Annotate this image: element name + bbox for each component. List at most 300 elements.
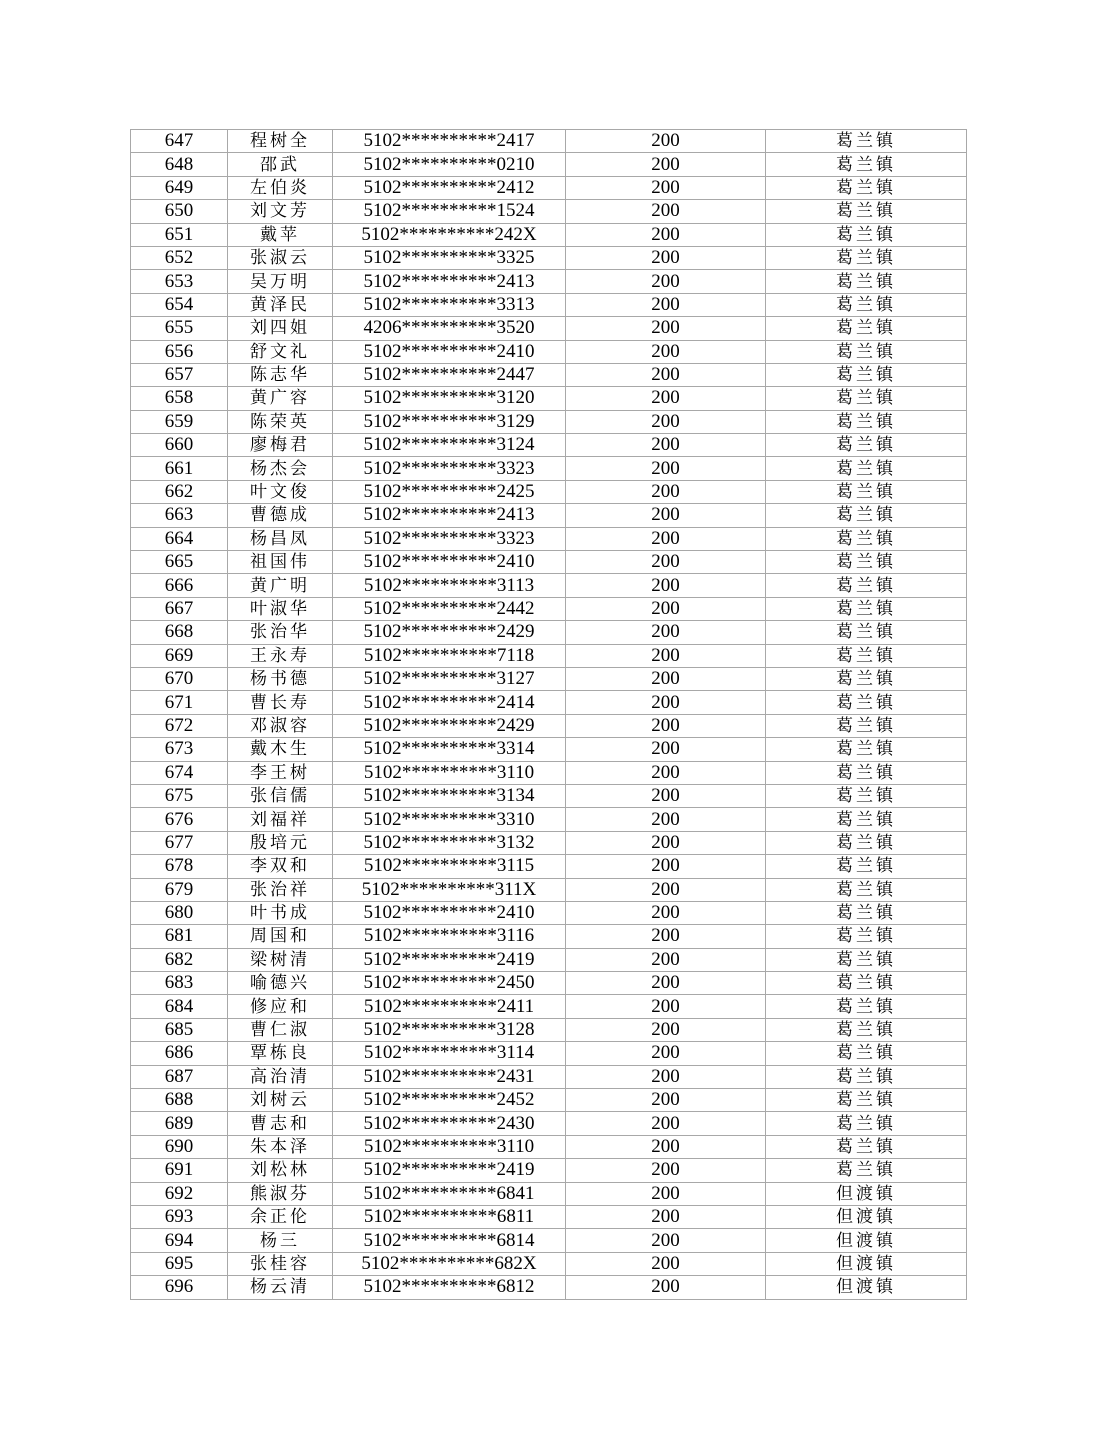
town-cell: 葛兰镇: [766, 808, 967, 831]
row-number-cell: 677: [131, 831, 228, 854]
amount-cell: 200: [566, 714, 766, 737]
town-cell: 但渡镇: [766, 1182, 967, 1205]
id-number-cell: 5102**********2452: [333, 1089, 566, 1112]
row-number-cell: 653: [131, 270, 228, 293]
id-number-cell: 5102**********2430: [333, 1112, 566, 1135]
table-row: [131, 901, 967, 924]
town-cell: 葛兰镇: [766, 270, 967, 293]
town-cell: 葛兰镇: [766, 621, 967, 644]
row-number-cell: 650: [131, 200, 228, 223]
table-row: [131, 153, 967, 176]
table-row: [131, 714, 967, 737]
table-row: [131, 480, 967, 503]
table-row: [131, 1042, 967, 1065]
amount-cell: 200: [566, 434, 766, 457]
town-cell: 葛兰镇: [766, 551, 967, 574]
table-row: [131, 1135, 967, 1158]
row-number-cell: 680: [131, 901, 228, 924]
amount-cell: 200: [566, 387, 766, 410]
town-cell: 但渡镇: [766, 1276, 967, 1299]
town-cell: 葛兰镇: [766, 317, 967, 340]
amount-cell: 200: [566, 948, 766, 971]
amount-cell: 200: [566, 831, 766, 854]
id-number-cell: 5102**********2425: [333, 480, 566, 503]
town-cell: 但渡镇: [766, 1205, 967, 1228]
town-cell: 葛兰镇: [766, 972, 967, 995]
town-cell: 葛兰镇: [766, 434, 967, 457]
table-row: [131, 1205, 967, 1228]
amount-cell: 200: [566, 1042, 766, 1065]
amount-cell: 200: [566, 972, 766, 995]
amount-cell: 200: [566, 1135, 766, 1158]
town-cell: 葛兰镇: [766, 1018, 967, 1041]
town-cell: 葛兰镇: [766, 527, 967, 550]
id-number-cell: 5102**********6814: [333, 1229, 566, 1252]
name-cell: 刘文芳: [228, 200, 333, 223]
name-cell: 黄广容: [228, 387, 333, 410]
town-cell: 葛兰镇: [766, 738, 967, 761]
town-cell: 葛兰镇: [766, 667, 967, 690]
table-row: [131, 597, 967, 620]
town-cell: 葛兰镇: [766, 200, 967, 223]
id-number-cell: 5102**********3325: [333, 246, 566, 269]
name-cell: 喻德兴: [228, 972, 333, 995]
amount-cell: 200: [566, 340, 766, 363]
id-number-cell: 5102**********3127: [333, 667, 566, 690]
id-number-cell: 5102**********6811: [333, 1205, 566, 1228]
town-cell: 葛兰镇: [766, 855, 967, 878]
amount-cell: 200: [566, 504, 766, 527]
table-row: [131, 574, 967, 597]
table-row: [131, 200, 967, 223]
row-number-cell: 678: [131, 855, 228, 878]
table-row: [131, 878, 967, 901]
table-row: [131, 363, 967, 386]
row-number-cell: 696: [131, 1276, 228, 1299]
table-row: [131, 340, 967, 363]
row-number-cell: 659: [131, 410, 228, 433]
town-cell: 但渡镇: [766, 1229, 967, 1252]
name-cell: 戴木生: [228, 738, 333, 761]
name-cell: 周国和: [228, 925, 333, 948]
town-cell: 葛兰镇: [766, 714, 967, 737]
town-cell: 葛兰镇: [766, 597, 967, 620]
town-cell: 葛兰镇: [766, 995, 967, 1018]
amount-cell: 200: [566, 130, 766, 153]
table-row: [131, 130, 967, 153]
table-row: [131, 434, 967, 457]
amount-cell: 200: [566, 223, 766, 246]
id-number-cell: 5102**********3128: [333, 1018, 566, 1041]
table-row: [131, 1112, 967, 1135]
name-cell: 杨昌凤: [228, 527, 333, 550]
name-cell: 叶文俊: [228, 480, 333, 503]
town-cell: 葛兰镇: [766, 480, 967, 503]
table-row: [131, 925, 967, 948]
amount-cell: 200: [566, 200, 766, 223]
row-number-cell: 682: [131, 948, 228, 971]
amount-cell: 200: [566, 855, 766, 878]
id-number-cell: 5102**********311X: [333, 878, 566, 901]
id-number-cell: 5102**********2417: [333, 130, 566, 153]
table-row: [131, 972, 967, 995]
town-cell: 葛兰镇: [766, 176, 967, 199]
amount-cell: 200: [566, 738, 766, 761]
name-cell: 张淑云: [228, 246, 333, 269]
amount-cell: 200: [566, 878, 766, 901]
name-cell: 邵武: [228, 153, 333, 176]
id-number-cell: 5102**********3134: [333, 784, 566, 807]
table-row: [131, 738, 967, 761]
town-cell: 葛兰镇: [766, 410, 967, 433]
amount-cell: 200: [566, 363, 766, 386]
name-cell: 殷培元: [228, 831, 333, 854]
town-cell: 葛兰镇: [766, 340, 967, 363]
row-number-cell: 676: [131, 808, 228, 831]
row-number-cell: 671: [131, 691, 228, 714]
amount-cell: 200: [566, 293, 766, 316]
row-number-cell: 692: [131, 1182, 228, 1205]
amount-cell: 200: [566, 1252, 766, 1275]
town-cell: 葛兰镇: [766, 574, 967, 597]
amount-cell: 200: [566, 644, 766, 667]
table-row: [131, 1276, 967, 1299]
name-cell: 刘松林: [228, 1159, 333, 1182]
id-number-cell: 4206**********3520: [333, 317, 566, 340]
id-number-cell: 5102**********2429: [333, 621, 566, 644]
name-cell: 杨杰会: [228, 457, 333, 480]
row-number-cell: 664: [131, 527, 228, 550]
id-number-cell: 5102**********3124: [333, 434, 566, 457]
row-number-cell: 674: [131, 761, 228, 784]
town-cell: 葛兰镇: [766, 901, 967, 924]
id-number-cell: 5102**********3129: [333, 410, 566, 433]
name-cell: 戴苹: [228, 223, 333, 246]
table-row: [131, 387, 967, 410]
amount-cell: 200: [566, 574, 766, 597]
name-cell: 杨三: [228, 1229, 333, 1252]
name-cell: 修应和: [228, 995, 333, 1018]
table-row: [131, 667, 967, 690]
town-cell: 葛兰镇: [766, 831, 967, 854]
row-number-cell: 647: [131, 130, 228, 153]
amount-cell: 200: [566, 925, 766, 948]
row-number-cell: 675: [131, 784, 228, 807]
id-number-cell: 5102**********0210: [333, 153, 566, 176]
row-number-cell: 666: [131, 574, 228, 597]
id-number-cell: 5102**********3132: [333, 831, 566, 854]
town-cell: 葛兰镇: [766, 1135, 967, 1158]
name-cell: 黄广明: [228, 574, 333, 597]
amount-cell: 200: [566, 457, 766, 480]
name-cell: 左伯炎: [228, 176, 333, 199]
table-row: [131, 1065, 967, 1088]
table-row: [131, 1089, 967, 1112]
table-row: [131, 1252, 967, 1275]
row-number-cell: 684: [131, 995, 228, 1018]
name-cell: 刘树云: [228, 1089, 333, 1112]
row-number-cell: 687: [131, 1065, 228, 1088]
row-number-cell: 665: [131, 551, 228, 574]
table-row: [131, 270, 967, 293]
name-cell: 祖国伟: [228, 551, 333, 574]
amount-cell: 200: [566, 995, 766, 1018]
amount-cell: 200: [566, 1112, 766, 1135]
amount-cell: 200: [566, 1182, 766, 1205]
row-number-cell: 669: [131, 644, 228, 667]
id-number-cell: 5102**********2450: [333, 972, 566, 995]
amount-cell: 200: [566, 808, 766, 831]
town-cell: 葛兰镇: [766, 644, 967, 667]
amount-cell: 200: [566, 317, 766, 340]
name-cell: 曹仁淑: [228, 1018, 333, 1041]
id-number-cell: 5102**********2412: [333, 176, 566, 199]
amount-cell: 200: [566, 153, 766, 176]
town-cell: 葛兰镇: [766, 293, 967, 316]
town-cell: 葛兰镇: [766, 387, 967, 410]
town-cell: 但渡镇: [766, 1252, 967, 1275]
table-row: [131, 621, 967, 644]
id-number-cell: 5102**********6812: [333, 1276, 566, 1299]
row-number-cell: 686: [131, 1042, 228, 1065]
town-cell: 葛兰镇: [766, 1065, 967, 1088]
row-number-cell: 689: [131, 1112, 228, 1135]
amount-cell: 200: [566, 480, 766, 503]
town-cell: 葛兰镇: [766, 1112, 967, 1135]
name-cell: 陈志华: [228, 363, 333, 386]
town-cell: 葛兰镇: [766, 1042, 967, 1065]
id-number-cell: 5102**********3113: [333, 574, 566, 597]
amount-cell: 200: [566, 621, 766, 644]
name-cell: 张信儒: [228, 784, 333, 807]
row-number-cell: 683: [131, 972, 228, 995]
name-cell: 余正伦: [228, 1205, 333, 1228]
town-cell: 葛兰镇: [766, 784, 967, 807]
row-number-cell: 661: [131, 457, 228, 480]
id-number-cell: 5102**********3114: [333, 1042, 566, 1065]
table-row: [131, 223, 967, 246]
id-number-cell: 5102**********3110: [333, 761, 566, 784]
table-row: [131, 293, 967, 316]
name-cell: 张治祥: [228, 878, 333, 901]
amount-cell: 200: [566, 410, 766, 433]
table-row: [131, 761, 967, 784]
id-number-cell: 5102**********2411: [333, 995, 566, 1018]
amount-cell: 200: [566, 597, 766, 620]
town-cell: 葛兰镇: [766, 246, 967, 269]
name-cell: 张治华: [228, 621, 333, 644]
table-row: [131, 457, 967, 480]
table-row: [131, 527, 967, 550]
name-cell: 黄泽民: [228, 293, 333, 316]
amount-cell: 200: [566, 176, 766, 199]
town-cell: 葛兰镇: [766, 925, 967, 948]
amount-cell: 200: [566, 1065, 766, 1088]
town-cell: 葛兰镇: [766, 1159, 967, 1182]
row-number-cell: 655: [131, 317, 228, 340]
name-cell: 曹长寿: [228, 691, 333, 714]
table-row: [131, 1159, 967, 1182]
town-cell: 葛兰镇: [766, 948, 967, 971]
name-cell: 刘福祥: [228, 808, 333, 831]
amount-cell: 200: [566, 551, 766, 574]
name-cell: 舒文礼: [228, 340, 333, 363]
name-cell: 熊淑芬: [228, 1182, 333, 1205]
id-number-cell: 5102**********2419: [333, 948, 566, 971]
row-number-cell: 679: [131, 878, 228, 901]
row-number-cell: 668: [131, 621, 228, 644]
town-cell: 葛兰镇: [766, 761, 967, 784]
row-number-cell: 656: [131, 340, 228, 363]
id-number-cell: 5102**********2429: [333, 714, 566, 737]
amount-cell: 200: [566, 1276, 766, 1299]
row-number-cell: 693: [131, 1205, 228, 1228]
id-number-cell: 5102**********2442: [333, 597, 566, 620]
table-row: [131, 1182, 967, 1205]
id-number-cell: 5102**********3110: [333, 1135, 566, 1158]
amount-cell: 200: [566, 270, 766, 293]
town-cell: 葛兰镇: [766, 504, 967, 527]
id-number-cell: 5102**********6841: [333, 1182, 566, 1205]
name-cell: 邓淑容: [228, 714, 333, 737]
amount-cell: 200: [566, 691, 766, 714]
table-row: [131, 784, 967, 807]
row-number-cell: 670: [131, 667, 228, 690]
town-cell: 葛兰镇: [766, 691, 967, 714]
amount-cell: 200: [566, 1205, 766, 1228]
name-cell: 杨书德: [228, 667, 333, 690]
table-body: [131, 130, 967, 1300]
amount-cell: 200: [566, 246, 766, 269]
name-cell: 吴万明: [228, 270, 333, 293]
id-number-cell: 5102**********3323: [333, 457, 566, 480]
row-number-cell: 654: [131, 293, 228, 316]
id-number-cell: 5102**********2413: [333, 270, 566, 293]
name-cell: 陈荣英: [228, 410, 333, 433]
row-number-cell: 688: [131, 1089, 228, 1112]
name-cell: 廖梅君: [228, 434, 333, 457]
id-number-cell: 5102**********3314: [333, 738, 566, 761]
id-number-cell: 5102**********2410: [333, 340, 566, 363]
row-number-cell: 695: [131, 1252, 228, 1275]
id-number-cell: 5102**********2410: [333, 551, 566, 574]
name-cell: 刘四姐: [228, 317, 333, 340]
id-number-cell: 5102**********3116: [333, 925, 566, 948]
table-row: [131, 317, 967, 340]
row-number-cell: 648: [131, 153, 228, 176]
town-cell: 葛兰镇: [766, 130, 967, 153]
row-number-cell: 649: [131, 176, 228, 199]
name-cell: 叶淑华: [228, 597, 333, 620]
amount-cell: 200: [566, 667, 766, 690]
table-row: [131, 1018, 967, 1041]
row-number-cell: 658: [131, 387, 228, 410]
row-number-cell: 673: [131, 738, 228, 761]
name-cell: 覃栋良: [228, 1042, 333, 1065]
town-cell: 葛兰镇: [766, 878, 967, 901]
amount-cell: 200: [566, 901, 766, 924]
row-number-cell: 663: [131, 504, 228, 527]
town-cell: 葛兰镇: [766, 223, 967, 246]
table-row: [131, 855, 967, 878]
id-number-cell: 5102**********2414: [333, 691, 566, 714]
id-number-cell: 5102**********3115: [333, 855, 566, 878]
id-number-cell: 5102**********3313: [333, 293, 566, 316]
row-number-cell: 660: [131, 434, 228, 457]
row-number-cell: 672: [131, 714, 228, 737]
amount-cell: 200: [566, 1159, 766, 1182]
row-number-cell: 690: [131, 1135, 228, 1158]
town-cell: 葛兰镇: [766, 153, 967, 176]
table-row: [131, 995, 967, 1018]
table-row: [131, 551, 967, 574]
row-number-cell: 657: [131, 363, 228, 386]
amount-cell: 200: [566, 1229, 766, 1252]
name-cell: 李双和: [228, 855, 333, 878]
table-row: [131, 831, 967, 854]
row-number-cell: 667: [131, 597, 228, 620]
name-cell: 王永寿: [228, 644, 333, 667]
table-row: [131, 246, 967, 269]
id-number-cell: 5102**********3310: [333, 808, 566, 831]
id-number-cell: 5102**********3323: [333, 527, 566, 550]
table-row: [131, 1229, 967, 1252]
town-cell: 葛兰镇: [766, 363, 967, 386]
beneficiary-table: [130, 129, 967, 1300]
id-number-cell: 5102**********242X: [333, 223, 566, 246]
row-number-cell: 694: [131, 1229, 228, 1252]
amount-cell: 200: [566, 527, 766, 550]
town-cell: 葛兰镇: [766, 457, 967, 480]
id-number-cell: 5102**********2410: [333, 901, 566, 924]
table-row: [131, 948, 967, 971]
row-number-cell: 681: [131, 925, 228, 948]
name-cell: 朱本泽: [228, 1135, 333, 1158]
name-cell: 高治清: [228, 1065, 333, 1088]
id-number-cell: 5102**********2419: [333, 1159, 566, 1182]
name-cell: 梁树清: [228, 948, 333, 971]
table-row: [131, 808, 967, 831]
amount-cell: 200: [566, 1018, 766, 1041]
amount-cell: 200: [566, 784, 766, 807]
name-cell: 杨云清: [228, 1276, 333, 1299]
id-number-cell: 5102**********2431: [333, 1065, 566, 1088]
town-cell: 葛兰镇: [766, 1089, 967, 1112]
amount-cell: 200: [566, 1089, 766, 1112]
id-number-cell: 5102**********7118: [333, 644, 566, 667]
id-number-cell: 5102**********3120: [333, 387, 566, 410]
row-number-cell: 652: [131, 246, 228, 269]
row-number-cell: 662: [131, 480, 228, 503]
name-cell: 张桂容: [228, 1252, 333, 1275]
row-number-cell: 651: [131, 223, 228, 246]
id-number-cell: 5102**********2447: [333, 363, 566, 386]
table-row: [131, 691, 967, 714]
id-number-cell: 5102**********682X: [333, 1252, 566, 1275]
name-cell: 李王树: [228, 761, 333, 784]
name-cell: 程树全: [228, 130, 333, 153]
table-row: [131, 176, 967, 199]
row-number-cell: 685: [131, 1018, 228, 1041]
amount-cell: 200: [566, 761, 766, 784]
id-number-cell: 5102**********1524: [333, 200, 566, 223]
table-row: [131, 410, 967, 433]
name-cell: 叶书成: [228, 901, 333, 924]
row-number-cell: 691: [131, 1159, 228, 1182]
table-row: [131, 504, 967, 527]
name-cell: 曹德成: [228, 504, 333, 527]
name-cell: 曹志和: [228, 1112, 333, 1135]
